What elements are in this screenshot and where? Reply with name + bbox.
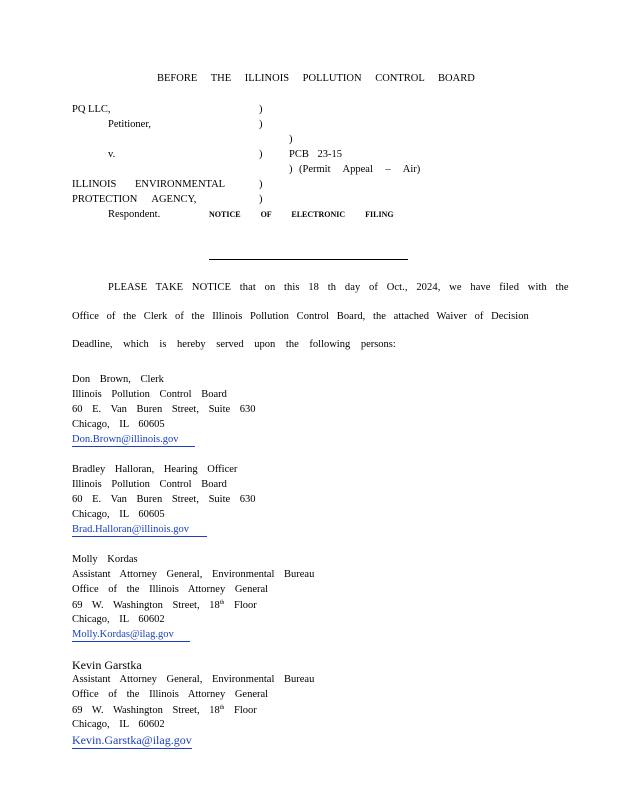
recipient-line: Chicago, IL 60602: [72, 719, 165, 730]
caption-paren: ): [259, 194, 263, 205]
caption-paren: ): [259, 149, 263, 160]
recipient-line: Office of the Illinois Attorney General: [72, 689, 269, 700]
email-underline: [72, 536, 207, 537]
recipient-email-link[interactable]: Kevin.Garstka@ilag.gov: [72, 733, 192, 747]
email-underline: [72, 446, 195, 447]
caption-paren: ): [259, 179, 263, 190]
document-heading: BEFORE THE ILLINOIS POLLUTION CONTROL BOARD: [157, 73, 475, 84]
recipient-line: Assistant Attorney General, Environmental Bureau: [72, 674, 315, 685]
notice-title: NOTICE OF ELECTRONIC FILING: [209, 210, 394, 219]
recipient-line: Illinois Pollution Control Board: [72, 389, 227, 400]
respondent-line2: PROTECTION AGENCY,: [72, 194, 197, 205]
recipient-name: Don Brown, Clerk: [72, 374, 164, 385]
case-type: (Permit Appeal – Air): [299, 164, 421, 175]
recipient-name: Molly Kordas: [72, 554, 138, 565]
caption-paren: ): [289, 134, 293, 145]
recipient-line: Chicago, IL 60605: [72, 509, 165, 520]
recipient-address-line: [72, 705, 257, 717]
email-underline: [72, 748, 192, 749]
floor-ordinal: th: [219, 600, 225, 606]
address-floor: Floor: [224, 705, 257, 716]
recipient-name: Kevin Garstka: [72, 658, 142, 672]
caption-paren: ): [259, 119, 263, 130]
address-street: 69 W. Washington Street, 18: [72, 705, 220, 716]
recipient-line: 60 E. Van Buren Street, Suite 630: [72, 404, 256, 415]
recipient-line: Illinois Pollution Control Board: [72, 479, 227, 490]
address-floor: Floor: [224, 600, 257, 611]
petitioner-role: Petitioner,: [108, 119, 152, 130]
floor-ordinal: th: [219, 705, 225, 711]
recipient-line: Assistant Attorney General, Environmental Bureau: [72, 569, 315, 580]
petitioner-name: PQ LLC,: [72, 104, 111, 115]
recipient-email-link[interactable]: Brad.Halloran@illinois.gov: [72, 524, 189, 535]
notice-body-line2: Office of the Clerk of the Illinois Pollution Control Board, the attached Waiver of Decision: [72, 311, 529, 322]
recipient-name: Bradley Halloran, Hearing Officer: [72, 464, 238, 475]
respondent-role: Respondent.: [108, 209, 161, 220]
recipient-email-link[interactable]: Molly.Kordas@ilag.gov: [72, 629, 174, 640]
address-street: 69 W. Washington Street, 18: [72, 600, 220, 611]
recipient-email-link[interactable]: Don.Brown@illinois.gov: [72, 434, 179, 445]
caption-paren: ): [259, 104, 263, 115]
caption-paren: ): [289, 164, 293, 175]
notice-body-line3: Deadline, which is hereby served upon the following persons:: [72, 339, 396, 350]
recipient-address-line: [72, 600, 257, 612]
respondent-line1: ILLINOIS ENVIRONMENTAL: [72, 179, 226, 190]
email-underline: [72, 641, 190, 642]
notice-body-line1: PLEASE TAKE NOTICE that on this 18 th day of Oct., 2024, we have filed with the: [108, 282, 569, 293]
case-number: PCB 23-15: [289, 149, 342, 160]
recipient-line: 60 E. Van Buren Street, Suite 630: [72, 494, 256, 505]
divider-line: [209, 259, 408, 260]
recipient-line: Chicago, IL 60605: [72, 419, 165, 430]
recipient-line: Chicago, IL 60602: [72, 614, 165, 625]
versus-label: v.: [108, 149, 116, 160]
recipient-line: Office of the Illinois Attorney General: [72, 584, 269, 595]
